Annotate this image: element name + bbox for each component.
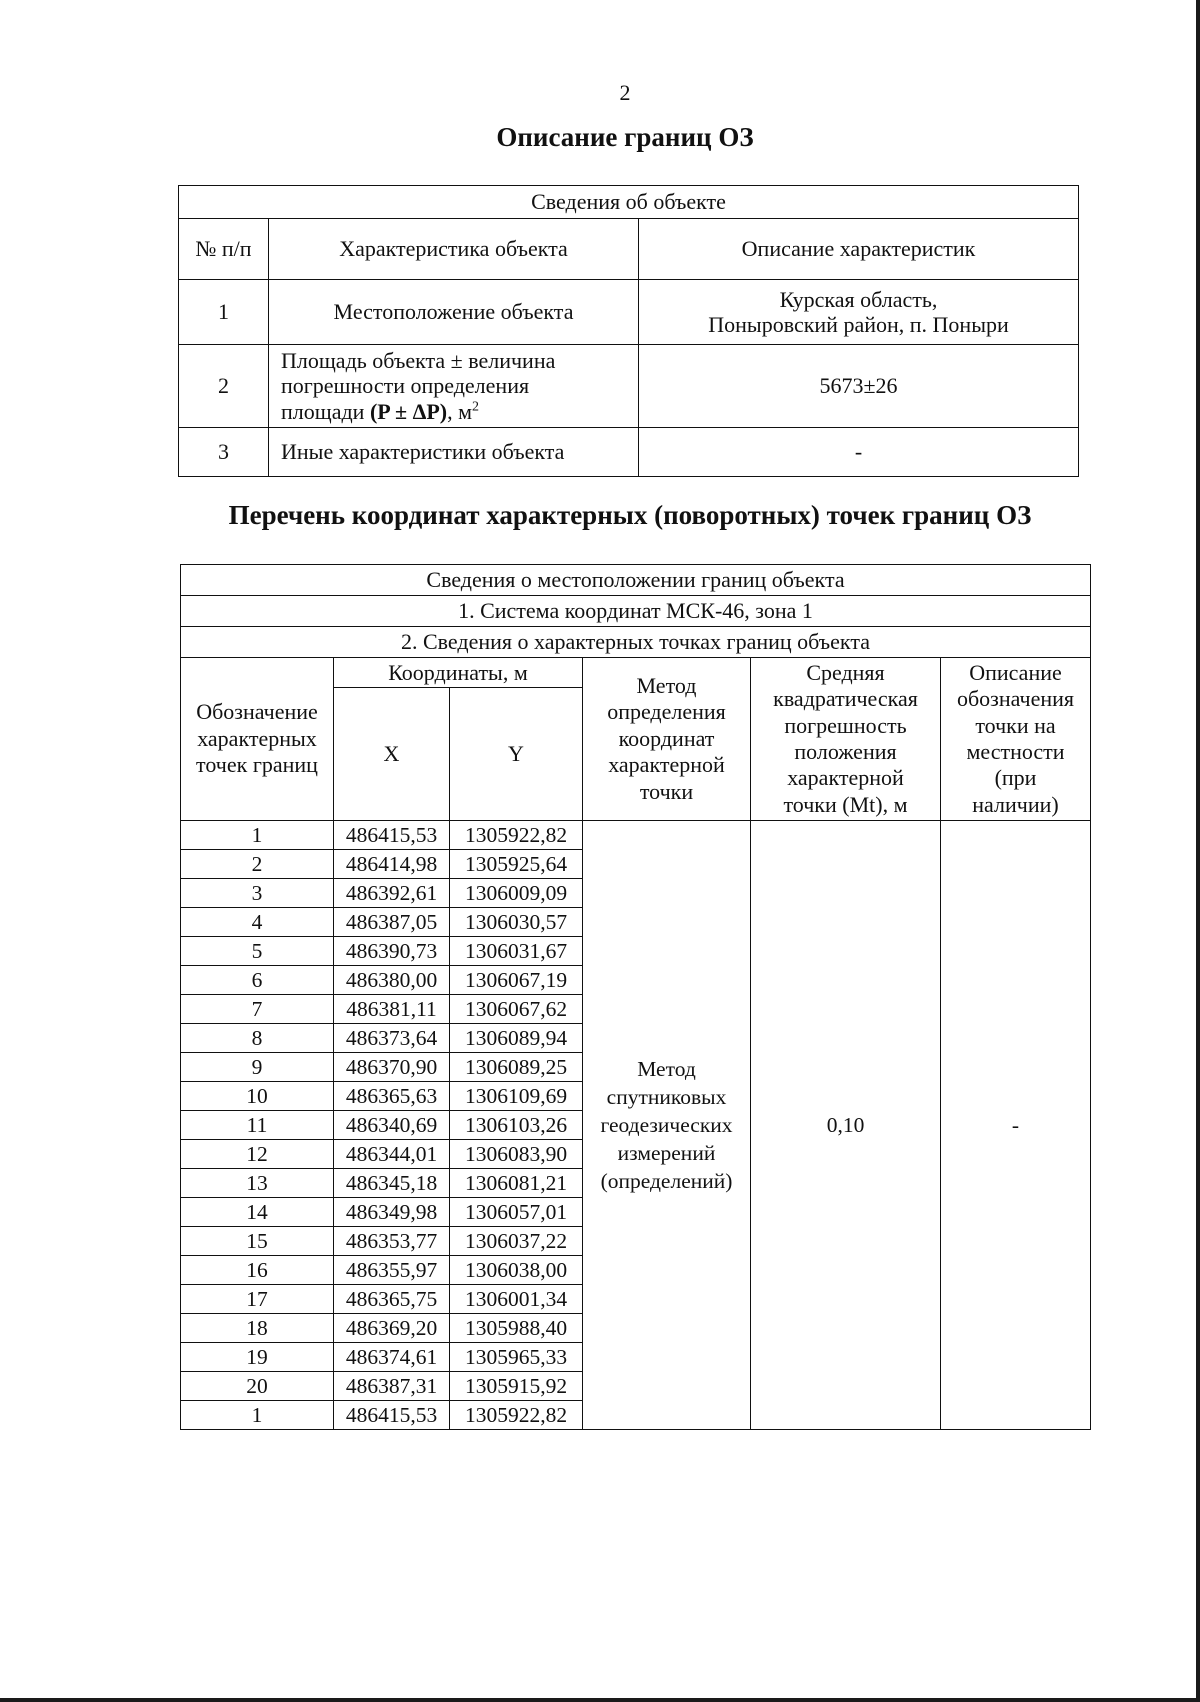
point-x: 486349,98 [334, 1198, 450, 1227]
point-id: 18 [181, 1314, 334, 1343]
point-x: 486353,77 [334, 1227, 450, 1256]
point-id: 4 [181, 908, 334, 937]
area-formula: (P ± ΔP) [369, 398, 448, 424]
header-error-line: характерной [787, 765, 904, 791]
header-description-line: местности [966, 739, 1065, 764]
header-error-line: погрешность [784, 712, 907, 738]
point-x: 486415,53 [334, 1401, 450, 1430]
point-y: 1305915,92 [450, 1372, 583, 1401]
point-y: 1306038,00 [450, 1256, 583, 1285]
point-y: 1305922,82 [450, 821, 583, 850]
object-row [179, 345, 1079, 428]
object-row [179, 280, 1079, 345]
point-y: 1306103,26 [450, 1111, 583, 1140]
header-description-line: Описание [969, 659, 1062, 685]
row-number: 2 [179, 345, 269, 428]
point-x: 486369,20 [334, 1314, 450, 1343]
header-error-line: квадратическая [773, 686, 918, 712]
point-x: 486392,61 [334, 879, 450, 908]
point-y: 1306031,67 [450, 937, 583, 966]
point-x: 486380,00 [334, 966, 450, 995]
point-id: 6 [181, 966, 334, 995]
point-id: 3 [181, 879, 334, 908]
page-number: 2 [619, 80, 631, 105]
area-label-prefix: площади [281, 398, 370, 424]
point-y: 1306067,62 [450, 995, 583, 1024]
point-y: 1306009,09 [450, 879, 583, 908]
area-label-line-1: Площадь объекта ± величина [281, 348, 556, 374]
coordinates-caption: Сведения о местоположении границ объекта [181, 565, 1091, 596]
header-designation [181, 658, 334, 821]
point-id: 19 [181, 1343, 334, 1372]
point-id: 5 [181, 937, 334, 966]
point-id: 2 [181, 850, 334, 879]
point-id: 13 [181, 1169, 334, 1198]
point-x: 486355,97 [334, 1256, 450, 1285]
header-description-line: точки на [975, 712, 1056, 738]
scan-edge-right [1196, 0, 1200, 1702]
point-x: 486340,69 [334, 1111, 450, 1140]
point-id: 14 [181, 1198, 334, 1227]
point-id: 15 [181, 1227, 334, 1256]
object-info-caption: Сведения об объекте [179, 186, 1079, 219]
point-id: 11 [181, 1111, 334, 1140]
point-id: 17 [181, 1285, 334, 1314]
header-description-line: (при [994, 765, 1037, 791]
point-y: 1306089,25 [450, 1053, 583, 1082]
point-x: 486345,18 [334, 1169, 450, 1198]
row-number: 3 [179, 428, 269, 477]
point-y: 1306037,22 [450, 1227, 583, 1256]
row-characteristic: Иные характеристики объекта [269, 428, 639, 477]
point-id: 9 [181, 1053, 334, 1082]
area-value: 5673±26 [639, 345, 1079, 428]
header-designation-line: точек границ [196, 752, 318, 778]
point-y: 1306109,69 [450, 1082, 583, 1111]
area-unit-exponent: 2 [472, 399, 480, 415]
header-method-line: определения [607, 699, 726, 725]
scan-edge-bottom [0, 1698, 1200, 1702]
point-x: 486370,90 [334, 1053, 450, 1082]
point-x: 486415,53 [334, 821, 450, 850]
header-method-line: характерной [608, 752, 725, 778]
point-y: 1306057,01 [450, 1198, 583, 1227]
header-x: X [334, 688, 450, 821]
point-id: 20 [181, 1372, 334, 1401]
point-x: 486387,05 [334, 908, 450, 937]
header-point-description [941, 658, 1091, 821]
area-unit: , м [447, 398, 473, 424]
point-y: 1306030,57 [450, 908, 583, 937]
header-description-line: наличии) [972, 791, 1059, 817]
point-id: 7 [181, 995, 334, 1024]
point-id: 1 [181, 1401, 334, 1430]
point-x: 486365,75 [334, 1285, 450, 1314]
point-y: 1305922,82 [450, 1401, 583, 1430]
header-method-line: координат [618, 725, 715, 751]
point-id: 10 [181, 1082, 334, 1111]
point-y: 1306001,34 [450, 1285, 583, 1314]
method-value-line: геодезических [600, 1113, 733, 1137]
method-value [583, 821, 751, 1430]
location-line-1: Курская область, [779, 286, 938, 312]
header-description-line: обозначения [956, 686, 1075, 712]
point-x: 486381,11 [334, 995, 450, 1024]
row-value: - [639, 428, 1079, 477]
point-y: 1306089,94 [450, 1024, 583, 1053]
location-line-2: Поныровский район, п. Поныри [708, 312, 1009, 337]
header-designation-line: характерных [197, 725, 317, 751]
header-error-line: положения [794, 739, 897, 764]
coordinates-title: Перечень координат характерных (поворотных) точек границ ОЗ [228, 500, 1032, 530]
point-y: 1306067,19 [450, 966, 583, 995]
point-x: 486387,31 [334, 1372, 450, 1401]
coordinates-table [180, 564, 1091, 1430]
point-id: 12 [181, 1140, 334, 1169]
row-characteristic [269, 345, 639, 428]
header-designation-line: Обозначение [196, 699, 318, 725]
row-number: 1 [179, 280, 269, 345]
point-id: 1 [181, 821, 334, 850]
point-y: 1306083,90 [450, 1140, 583, 1169]
point-x: 486365,63 [334, 1082, 450, 1111]
header-description: Описание характеристик [639, 219, 1079, 280]
header-method-line: Метод [636, 673, 697, 699]
point-x: 486414,98 [334, 850, 450, 879]
method-value-line: измерений [617, 1141, 716, 1165]
object-row [179, 428, 1079, 477]
table-row [181, 821, 1091, 850]
row-value [639, 280, 1079, 345]
point-y: 1305925,64 [450, 850, 583, 879]
header-method [583, 658, 751, 821]
boundaries-title: Описание границ ОЗ [496, 122, 754, 152]
description-value: - [941, 821, 1091, 1430]
method-value-line: Метод [637, 1057, 696, 1081]
point-y: 1305988,40 [450, 1314, 583, 1343]
header-method-line: точки [639, 778, 694, 804]
header-characteristic: Характеристика объекта [269, 219, 639, 280]
point-x: 486373,64 [334, 1024, 450, 1053]
points-caption: 2. Сведения о характерных точках границ объекта [181, 627, 1091, 658]
point-x: 486374,61 [334, 1343, 450, 1372]
point-x: 486344,01 [334, 1140, 450, 1169]
method-value-line: спутниковых [606, 1085, 727, 1109]
header-coordinates: Координаты, м [334, 658, 583, 688]
header-error [751, 658, 941, 821]
row-characteristic: Местоположение объекта [269, 280, 639, 345]
header-error-line: точки (Mt), м [783, 791, 908, 817]
point-x: 486390,73 [334, 937, 450, 966]
point-y: 1306081,21 [450, 1169, 583, 1198]
coordinate-system: 1. Система координат МСК-46, зона 1 [181, 596, 1091, 627]
point-id: 16 [181, 1256, 334, 1285]
object-info-table [178, 185, 1079, 477]
header-number: № п/п [179, 219, 269, 280]
point-id: 8 [181, 1024, 334, 1053]
point-y: 1305965,33 [450, 1343, 583, 1372]
area-label-line-3 [281, 399, 634, 424]
error-value: 0,10 [751, 821, 941, 1430]
header-y: Y [450, 688, 583, 821]
header-error-line: Средняя [806, 659, 885, 685]
method-value-line: (определений) [600, 1169, 733, 1193]
area-label-line-2: погрешности определения [281, 373, 530, 399]
